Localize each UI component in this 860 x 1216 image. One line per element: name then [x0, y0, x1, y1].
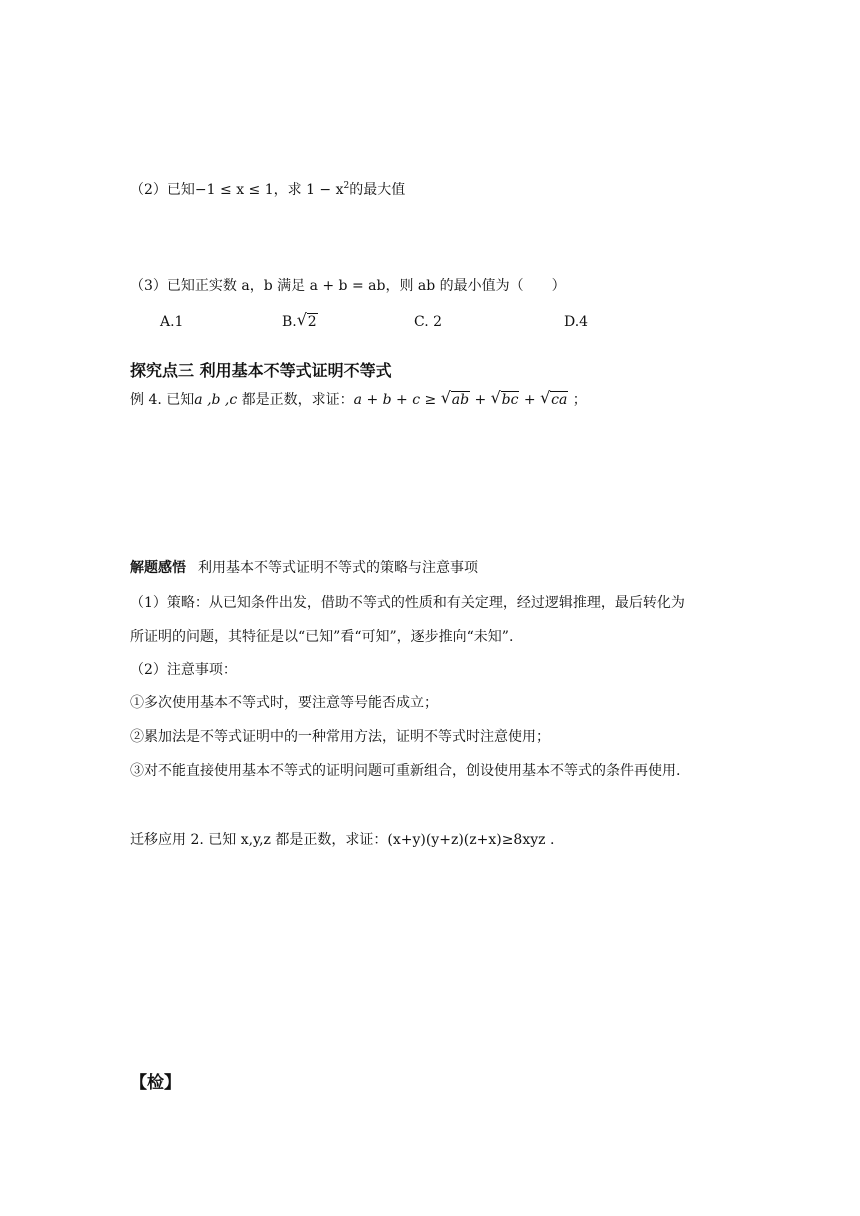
option-c: C. 2 — [414, 314, 443, 330]
radicand-bc: bc — [501, 392, 519, 408]
sqrt-symbol — [298, 312, 318, 332]
radicand-ca: ca — [551, 392, 568, 408]
sqrt-bc — [492, 390, 520, 410]
check-heading: 【检】 — [130, 1073, 181, 1093]
option-b-radicand: 2 — [307, 314, 317, 330]
transfer-application-2: 迁移应用 2. 已知 x,y,z 都是正数，求证：(x+y)(y+z)(z+x)≥8xyz . — [130, 832, 555, 848]
q2-suffix: 的最大值 — [349, 182, 406, 198]
question-3: （3）已知正实数 a，b 满足 a + b = ab，则 ab 的最小值为（ ） — [130, 278, 566, 294]
example-4-prefix: 例 4. 已知 — [130, 392, 195, 408]
note-2: ②累加法是不等式证明中的一种常用方法，证明不等式时注意使用； — [130, 729, 550, 745]
insight-label: 解题感悟 — [130, 560, 186, 576]
sqrt-ab — [442, 390, 470, 410]
q2-mid: ，求 — [273, 182, 307, 198]
q2-expression: 1 − x — [306, 182, 344, 198]
sqrt-ca — [541, 390, 568, 410]
strategy-line-2: 所证明的问题，其特征是以“已知”看“可知”，逐步推向“未知”. — [130, 629, 514, 645]
example-4 — [130, 390, 587, 410]
q2-exponent: 2 — [343, 181, 350, 191]
option-b — [282, 312, 318, 332]
plus-1: + — [470, 392, 491, 408]
insight-title: 利用基本不等式证明不等式的策略与注意事项 — [198, 560, 478, 576]
q2-condition: −1 ≤ x ≤ 1 — [194, 182, 274, 198]
example-4-lhs: a + b + c ≥ — [353, 392, 441, 408]
example-4-vars: a ,b ,c — [194, 392, 238, 408]
note-1: ①多次使用基本不等式时，要注意等号能否成立； — [130, 695, 438, 711]
q2-prefix: （2）已知 — [130, 182, 195, 198]
question-2 — [130, 176, 405, 200]
option-b-prefix: B. — [282, 314, 297, 330]
radicand-ab: ab — [451, 392, 470, 408]
strategy-line-1: （1）策略：从已知条件出发，借助不等式的性质和有关定理，经过逻辑推理，最后转化为 — [130, 595, 685, 611]
plus-2: + — [519, 392, 541, 408]
note-3: ③对不能直接使用基本不等式的证明问题可重新组合，创设使用基本不等式的条件再使用. — [130, 763, 681, 779]
example-4-suffix: ； — [568, 392, 587, 408]
option-a: A.1 — [160, 314, 184, 330]
insight-heading — [130, 558, 478, 578]
section-3-heading: 探究点三 利用基本不等式证明不等式 — [130, 361, 392, 380]
example-4-mid: 都是正数，求证： — [237, 392, 354, 408]
option-d: D.4 — [564, 314, 589, 330]
notes-heading: （2）注意事项： — [130, 662, 237, 678]
